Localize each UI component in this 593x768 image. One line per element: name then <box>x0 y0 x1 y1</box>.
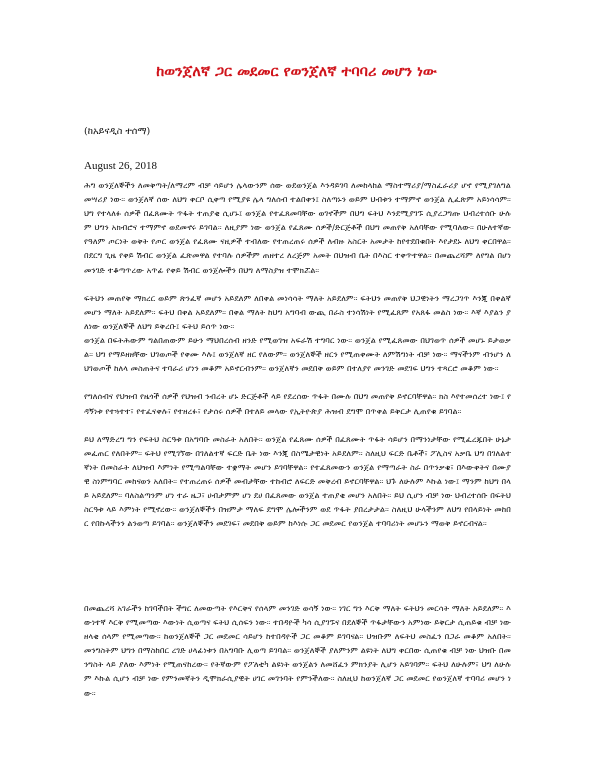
paragraph: ወንጀል በፍትሕውም ግልበጠውም ይሁን ማህበረሰብ ዘንድ የሚወገዝ አፍራሽ ተግባር ነው። ወንጀል የሚፈጸመው በህገወጥ ሰዎች መሆኑ ይታወቃል። ህግ የማይዘዘቸው ህገወጦች የቀሙ እሉ፤ ወንጀለኛ ዘር የለውም። ወንጀለኞች ዘርን የሚጠቀሙት ለምሽግነት ብቻ ነው። ማናችንም ብንሆን ለህገወጦች ከለላ መስጠትና ተባራሪ ሆነን መቆም አይኖርብንም። ወንጀለኛን መደበቅ ወይም በተለያየ መንገድ መደገፍ ህግን ተጻርሮ መቆም ነው። <box>84 335 511 374</box>
paragraph: ይህ ለማድረግ ግን የፍትህ ስርዓቱ በአግባቡ መስራት አለበት። ወንጀል የፈጸሙ ሰዎች በፈጸሙት ጥፋት ሳይሆን በማንነታቸው የሚፈረጁበት ሁኔታ መፈጠር የለበትም። ፍትህ የሚገኘው በገለልተኛ ፍርድ ቤት ነው እንጂ በስሜታዊነት አይደለም። ስለዚህ ፍርድ ቤቶች፣ ፖሊስና አቃቤ ህግ በገለልተኛነት በመስራት ለህዝብ እምነት የሚጣልባቸው ተቋማት መሆን ይገባቸዋል። የተፈጸመውን ወንጀል የማጣራት ስራ በጥንቃቄ፣ በእውቀትና በሙያዊ ስነምግባር መከናወን አለበት። የተጠረጠሩ ሰዎች መብታቸው ተከብሮ ለፍርድ መቅረብ ይኖርባቸዋል። ህጉ ለሁሉም እኩል ነው፤ ማንም ከህግ በላይ አይደለም። ባለስልጣንም ሆነ ተራ ዜጋ፣ ሀብታምም ሆነ ደሀ በፈጸመው ወንጀል ተጠያቂ መሆን አለበት። ይህ ሲሆን ብቻ ነው ህብረተሰቡ በፍትህ ስርዓቱ ላይ እምነት የሚኖረው። ወንጀለኞችን በዝምታ ማለፍ ደግሞ ሌሎችንም ወደ ጥፋት ያበረታታል። ስለዚህ ሁላችንም ለህግ የበላይነት መከበር የበኩላችንን ልንወጣ ይገባል። ወንጀለኞችን መደገፍ፣ መደበቅ ወይም ከእነሱ ጋር መደመር የወንጀል ተባባሪነት መሆኑን ማወቅ ይኖርብናል። <box>84 433 511 529</box>
paragraph: በመጨረሻ አገራችን ከገባችበት ችግር ለመውጣት የእርቅና የሰላም መንገድ ወሳኝ ነው። ነገር ግን እርቅ ማለት ፍትህን መርሳት ማለት አይደለም። እውነተኛ እርቅ የሚመጣው እውነት ሲወጣና ፍትህ ሲሰፍን ነው። ተበዳዮች ካሳ ሲያገኙና በደለኞች ጥፋታቸውን አምነው ይቅርታ ሲጠይቁ ብቻ ነው ዘላቂ ሰላም የሚመጣው። ከወንጀለኞች ጋር መደመር ሳይሆን ከተበዳዮች ጋር መቆም ይገባናል። ህዝቡም ለፍትህ መስፈን በጋራ መቆም አለበት። መንግስትም ህግን በማስከበር ረገድ ሀላፊነቱን በአግባቡ ሊወጣ ይገባል። ወንጀለኞች ያለምንም ልዩነት ለህግ ቀርበው ሲጠየቁ ብቻ ነው ህዝቡ በመንግስት ላይ ያለው እምነት የሚጠናከረው። የትኛውም የፖለቲካ ልዩነት ወንጀልን ለመሸፈን ምክንያት ሊሆን አይገባም። ፍትህ ለሁሉም፣ ህግ ለሁሉም እኩል ሲሆን ብቻ ነው የምንመኛትን ዲሞክራሲያዊት ሀገር መገንባት የምንችለው። ስለዚህ ከወንጀለኛ ጋር መደመር የወንጀለኛ ተባባሪ መሆን ነው። <box>84 602 511 698</box>
paragraph: ፍትህን መጠየቅ ማክረር ወይም ጽንፈኛ መሆን አይደለም ለበቀል መነሳሳት ማለት አይደለም። ፍትህን መጠየቅ ህጋዊነትን ማረጋገጥ እንጂ በቀልኛ መሆን ማለት አይደለም። ፍትህ በቀል አይደለም። በቀል ማለት ከህግ አግባብ ውጪ በራስ ተነሳሽነት የሚፈጸም የአጸፋ መልስ ነው። እኛ እያልን ያለነው ወንጀለኞች ለህግ ይቅረቡ፤ ፍትህ ይሰጥ ነው። <box>84 292 511 331</box>
paragraph: የግለሰብና የህዝብ የዜጎች ሰዎች የህዝብ ንብረት ሆኑ ድርጅቶች ላይ የደረሰው ጥፋት በሙሉ በህግ መጠየቅ ይኖርባቸዋል። ክስ እየተመሰረተ ነው፤ የዳኝነቱ የተጓተተ፣ የተፈናቀሉ፣ የተዘረፉ፣ የታሰሩ ሰዎች በተለይ መላው የኢትዮጵያ ሕዝብ ደግሞ በጥቀል ይቅርታ ሊጠየቁ ይገባል። <box>84 391 511 416</box>
author-byline: (ከአይናዲስ ተሰማ) <box>84 126 151 137</box>
paragraph: ሕግ ወንጀለኞችን ለመቅጣት/ለማረም ብቻ ሳይሆን ሌላውንም ሰው ወደወንጀል እንዳይገባ ለመከላከል ማስተማሪያ/ማስፈራሪያ ሆኖ የሚያገለግል መሣሪያ ነው። ወንጀለኛ ሰው ለህግ ቀርቦ ሲቀጣ የሚያዩ ሌላ ግለሰብ ተልበቀን፤ ስለጣኑን ወይም ህብቱን ተማምኖ ወንጀል ሊፈጽም አይነሳሳም። ህግ የተላለፉ ሰዎች በፈጸሙት ጥፋት ተጠያቂ ሲሆኑ፤ ወንጀል የተፈጸመባቸው ወገኖችም በህግ ፍትህ እንደሚያገኙ ሲያረጋግጡ ህብረተሰቡ ሁሉም ህግን አክብሮና ተማምኖ ወደመኖሩ ይገባል። ለዚያም ነው ወንጀል የፈጸሙ ሰዎች/ድርጅቶች በህግ መጠየቅ አለባቸው የሚባለው። በሁለተኛው የዓለም ጦርነት ወቅት የጦር ወንጀል የፈጸሙ ናዚዎች ተብለው የተጠረጠሩ ሰዎች ለብዙ አስርት አመታት ከየተደበቁበት እየታደኑ ለህግ ቀርበዋል። በደርግ ጊዜ የቀይ ሽብር ወንጀል ፈጽመዋል የተባሉ ሰዎችም ጠዘተረ ለረጅም አመት በህዝብ ቤት በእስር ተቀጥተዋል። በመጨረሻም ለየግል በሆነ መንገድ ተቆጣጥረው አጥፊ የቀይ ሽብር ወንጀሎችን በህግ ለማስያዝ ተሞክሯል። <box>84 180 511 275</box>
article-body <box>84 178 511 756</box>
article-title: ከወንጀለኛ ጋር መደመር የወንጀለኛ ተባባሪ መሆን ነው <box>156 63 437 80</box>
publication-date: August 26, 2018 <box>84 160 158 172</box>
